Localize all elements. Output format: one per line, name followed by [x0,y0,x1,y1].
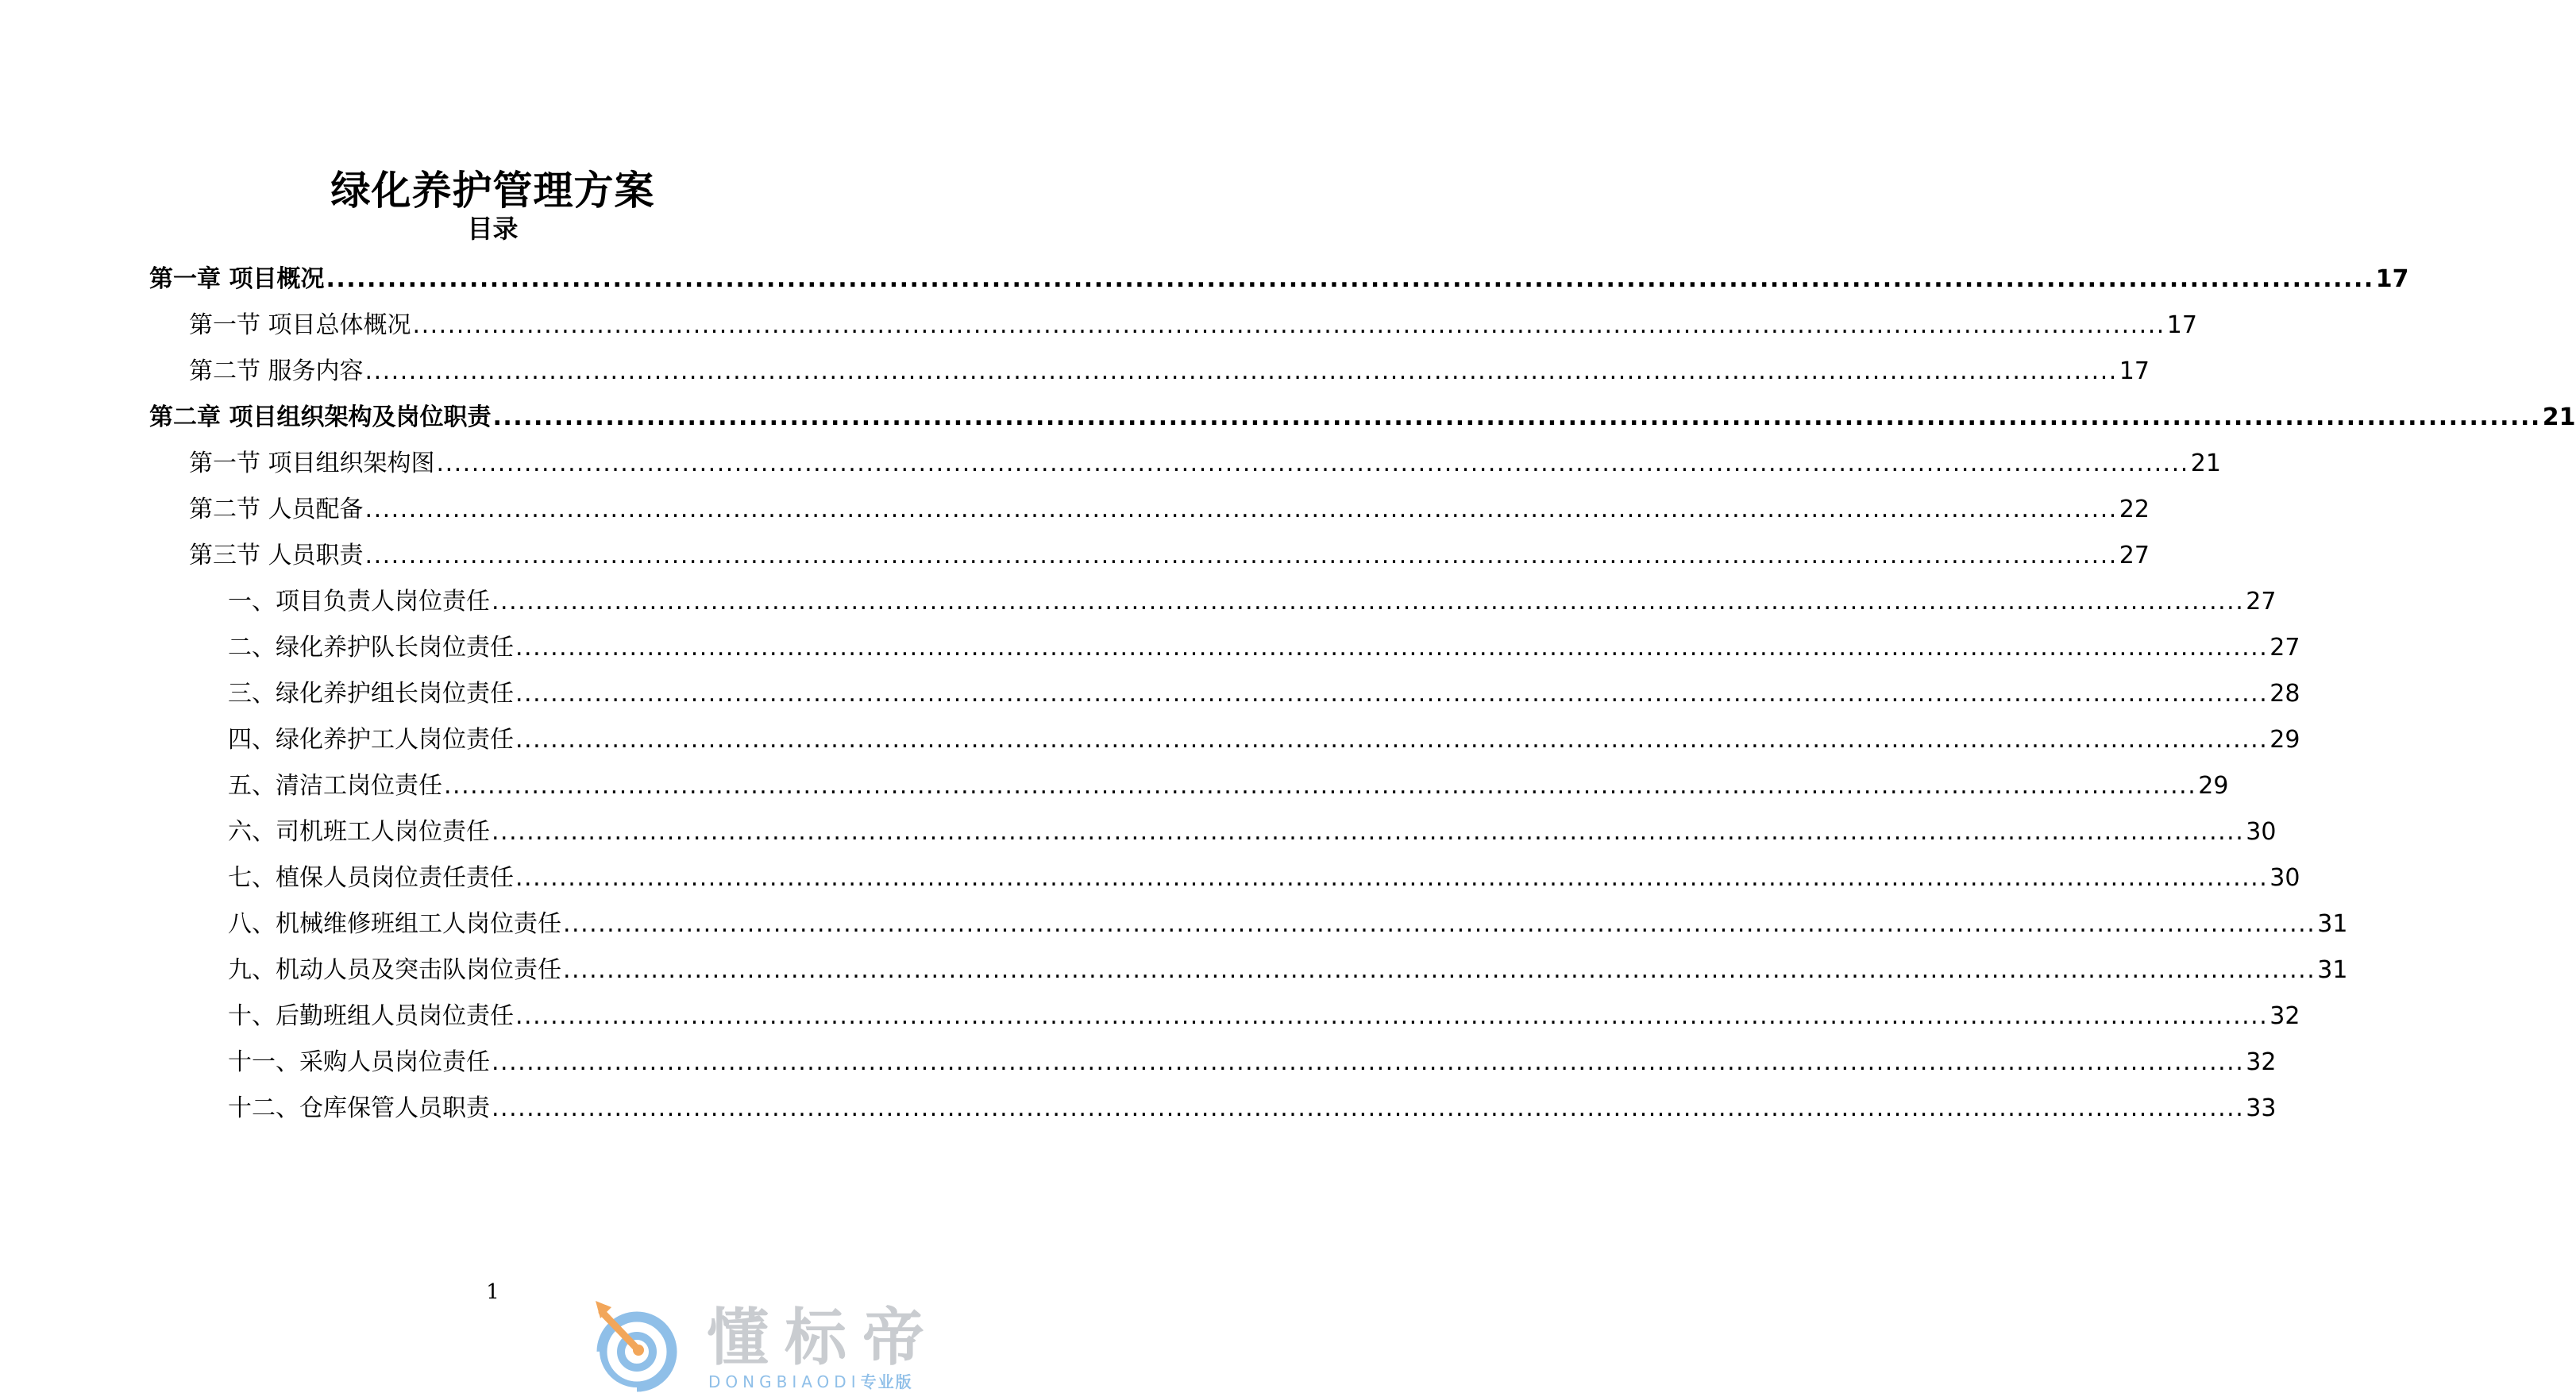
toc-entry[interactable] [189,348,2150,388]
toc-leader-dots: ........................................................................................................................................................................................................ [364,542,2118,569]
toc-entry-label: 十二、仓库保管人员职责 [228,1094,490,1122]
toc-leader-dots: ........................................................................................................................................................................................................ [515,680,2269,708]
toc-entry[interactable] [149,256,2409,295]
toc-leader-dots: ........................................................................................................................................................................................................ [563,956,2316,984]
toc-entry-page: 29 [2198,772,2229,800]
watermark-brand: 懂标帝 [707,1302,941,1374]
toc-entry-page: 32 [2246,1048,2277,1076]
toc-entry-label: 第一节 项目总体概况 [189,311,411,339]
toc-entry[interactable] [189,532,2150,572]
toc-entry[interactable] [228,1039,2277,1079]
toc-leader-dots: ........................................................................................................................................................................................................ [492,588,2245,615]
toc-entry[interactable] [228,901,2348,940]
toc-entry-page: 22 [2119,496,2150,523]
watermark [589,1293,985,1393]
toc-leader-dots: ........................................................................................................................................................................................................ [436,450,2189,477]
toc-leader-dots: ........................................................................................................................................................................................................ [444,772,2197,800]
toc-entry[interactable] [228,947,2348,986]
toc-leader-dots: ........................................................................................................................................................................................................ [515,726,2269,754]
toc-entry-page: 27 [2246,588,2277,615]
toc-leader-dots: ........................................................................................................................................................................................................ [492,1094,2245,1122]
toc-entry-label: 八、机械维修班组工人岗位责任 [228,910,561,938]
toc-leader-dots: ........................................................................................................................................................................................................ [364,496,2118,523]
toc-entry-label: 七、植保人员岗位责任责任 [228,864,514,892]
toc-entry[interactable] [189,302,2197,341]
toc-entry-label: 第二章 项目组织架构及岗位职责 [149,403,492,431]
toc-entry-page: 27 [2269,634,2300,662]
toc-entry[interactable] [189,440,2221,480]
toc-entry-label: 第二节 人员配备 [189,496,364,523]
toc-entry-label: 第一章 项目概况 [149,265,325,293]
toc-entry[interactable] [228,670,2300,710]
toc-entry-label: 第一节 项目组织架构图 [189,450,435,477]
toc-leader-dots: ........................................................................................................................................................................................................ [492,1048,2245,1076]
toc-entry-page: 21 [2190,450,2221,477]
toc-entry-page: 29 [2269,726,2300,754]
toc-leader-dots: ........................................................................................................................................................................................................ [515,1002,2269,1030]
toc-entry-label: 十、后勤班组人员岗位责任 [228,1002,514,1030]
toc-entry-page: 32 [2269,1002,2300,1030]
toc-entry-label: 五、清洁工岗位责任 [228,772,442,800]
toc-entry-page: 27 [2119,542,2150,569]
toc-leader-dots: ........................................................................................................................................................................................................ [492,403,2541,431]
toc-entry-page: 30 [2269,864,2300,892]
toc-entry-label: 四、绿化养护工人岗位责任 [228,726,514,754]
toc-entry[interactable] [149,394,2576,434]
toc-entry-page: 31 [2317,910,2348,938]
toc-leader-dots: ........................................................................................................................................................................................................ [515,634,2269,662]
toc-entry-label: 第二节 服务内容 [189,357,364,385]
toc-entry-label: 第三节 人员职责 [189,542,364,569]
toc-entry-label: 一、项目负责人岗位责任 [228,588,490,615]
toc-entry-label: 三、绿化养护组长岗位责任 [228,680,514,708]
toc-leader-dots: ........................................................................................................................................................................................................ [326,265,2374,293]
toc-leader-dots: ........................................................................................................................................................................................................ [492,818,2245,846]
toc-entry-page: 30 [2246,818,2277,846]
toc-leader-dots: ........................................................................................................................................................................................................ [364,357,2118,385]
toc-entry-page: 28 [2269,680,2300,708]
toc-leader-dots: ........................................................................................................................................................................................................ [563,910,2316,938]
toc-entry-label: 九、机动人员及突击队岗位责任 [228,956,561,984]
toc-leader-dots: ........................................................................................................................................................................................................ [412,311,2165,339]
watermark-edition: 专业版 [860,1372,913,1391]
target-arrow-icon [589,1299,686,1393]
toc-leader-dots: ........................................................................................................................................................................................................ [515,864,2269,892]
toc-entry[interactable] [228,993,2300,1032]
toc-entry[interactable] [228,578,2277,618]
document-title: 绿化养护管理方案 [330,167,655,214]
toc-entry-label: 二、绿化养护队长岗位责任 [228,634,514,662]
toc-entry-page: 17 [2375,265,2409,293]
watermark-pinyin: DONGBIAODI [708,1372,861,1391]
toc-entry[interactable] [228,716,2300,756]
toc-entry[interactable] [228,1085,2277,1125]
toc-entry[interactable] [228,808,2277,848]
toc-entry-page: 21 [2542,403,2576,431]
toc-entry[interactable] [228,762,2229,802]
toc-entry[interactable] [189,486,2150,526]
toc-entry-page: 17 [2166,311,2197,339]
toc-entry[interactable] [228,624,2300,664]
toc-entry-label: 六、司机班工人岗位责任 [228,818,490,846]
toc-entry[interactable] [228,855,2300,894]
toc-entry-page: 33 [2246,1094,2277,1122]
toc-entry-label: 十一、采购人员岗位责任 [228,1048,490,1076]
toc-heading: 目录 [467,214,519,244]
toc-entry-page: 17 [2119,357,2150,385]
watermark-subtitle [708,1372,913,1391]
page-number: 1 [486,1280,499,1304]
toc-entry-page: 31 [2317,956,2348,984]
